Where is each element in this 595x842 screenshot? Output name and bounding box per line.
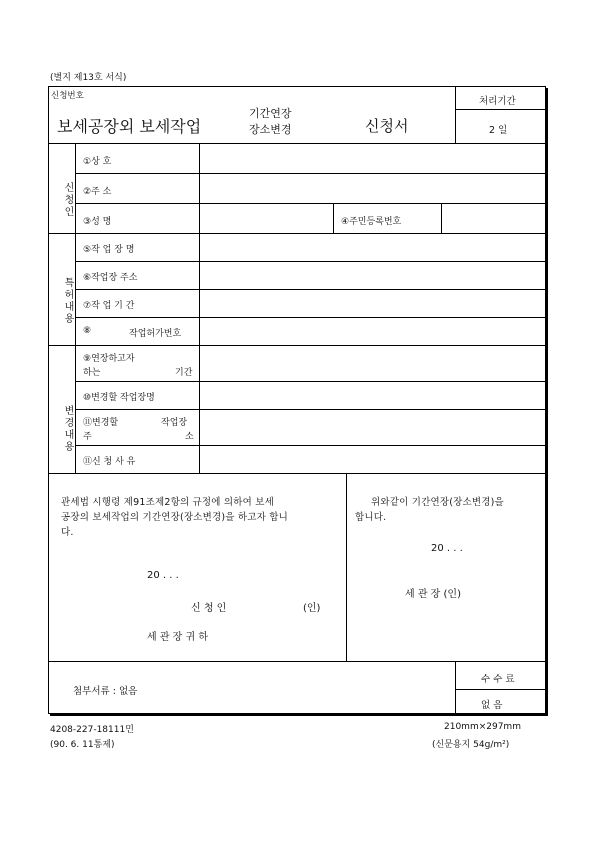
form-reference: (별지 제13호 서식) bbox=[50, 73, 127, 83]
resident-number-field[interactable] bbox=[442, 204, 547, 233]
name-field[interactable] bbox=[200, 204, 333, 233]
application-reason-label: ⑪신 청 사 유 bbox=[83, 457, 136, 467]
changed-site-name-label: ⑩변경할 작업장명 bbox=[83, 393, 155, 403]
statement-line-1: 관세법 시행령 제91조제2항의 규정에 의하여 보세 bbox=[61, 497, 274, 508]
form-title: 보세공장외 보세작업 bbox=[57, 117, 202, 136]
changed-site-name-field[interactable] bbox=[200, 382, 547, 409]
extension-period-field[interactable] bbox=[200, 346, 547, 381]
trade-name-field[interactable] bbox=[200, 144, 547, 173]
application-form bbox=[48, 86, 546, 714]
form-date-note: (90. 6. 11통제) bbox=[50, 740, 115, 750]
changed-site-address-label-2b: 소 bbox=[185, 432, 194, 442]
permit-section-label: 특허내용 bbox=[62, 277, 73, 325]
application-date: 20 . . . bbox=[147, 570, 179, 581]
extension-period-label-2a: 하는 bbox=[83, 368, 101, 378]
work-site-address-label: ⑥작업장 주소 bbox=[83, 273, 138, 283]
customs-chief-signature: 세 관 장 (인) bbox=[405, 589, 461, 600]
work-site-address-field[interactable] bbox=[200, 262, 547, 289]
name-label: ③성 명 bbox=[83, 217, 112, 227]
title-option-relocation: 장소변경 bbox=[249, 123, 292, 136]
address-label: ②주 소 bbox=[83, 187, 112, 197]
trade-name-label: ①상 호 bbox=[83, 157, 112, 167]
statement-line-3: 다. bbox=[61, 527, 74, 538]
paper-size: 210mm×297mm bbox=[444, 722, 521, 732]
permit-number-marker: ⑧ bbox=[83, 326, 92, 336]
resident-number-label: ④주민등록번호 bbox=[341, 217, 402, 227]
changed-site-address-label-1a: ⑪변경할 bbox=[83, 418, 119, 428]
applicant-signature-label: 신 청 인 bbox=[191, 603, 227, 614]
changed-site-address-label-1b: 작업장 bbox=[161, 418, 188, 428]
work-site-name-field[interactable] bbox=[200, 234, 547, 261]
address-field[interactable] bbox=[200, 174, 547, 203]
title-application: 신청서 bbox=[365, 117, 409, 135]
extension-period-label-2b: 기간 bbox=[175, 368, 193, 378]
paper-type: (신문용지 54g/m²) bbox=[432, 740, 510, 750]
attachments: 첨부서류 : 없음 bbox=[73, 686, 138, 697]
applicant-seal: (인) bbox=[303, 603, 321, 614]
change-section-label: 변경내용 bbox=[62, 405, 73, 453]
work-period-field[interactable] bbox=[200, 290, 547, 317]
changed-site-address-label-2a: 주 bbox=[83, 432, 92, 442]
approval-date: 20 . . . bbox=[431, 543, 463, 554]
title-option-extension: 기간연장 bbox=[249, 107, 292, 120]
extension-period-label: ⑨연장하고자 bbox=[83, 354, 135, 364]
approval-line-1: 위와같이 기간연장(장소변경)을 bbox=[371, 497, 504, 508]
work-site-name-label: ⑤작 업 장 명 bbox=[83, 245, 135, 255]
form-code: 4208-227-18111민 bbox=[50, 725, 134, 735]
application-reason-field[interactable] bbox=[200, 446, 547, 473]
work-period-label: ⑦작 업 기 간 bbox=[83, 301, 135, 311]
processing-period-value: 2 일 bbox=[489, 125, 508, 136]
statement-line-2: 공장의 보세작업의 기간연장(장소변경)을 하고자 합니 bbox=[61, 512, 288, 523]
permit-number-label: 작업허가번호 bbox=[129, 329, 182, 339]
changed-site-address-field[interactable] bbox=[200, 410, 547, 445]
receipt-number-label: 신청번호 bbox=[51, 91, 84, 101]
fee-label: 수 수 료 bbox=[481, 674, 515, 685]
permit-number-field[interactable] bbox=[200, 318, 547, 345]
fee-value: 없 음 bbox=[481, 700, 503, 711]
addressee: 세 관 장 귀 하 bbox=[147, 632, 209, 643]
approval-line-2: 합니다. bbox=[355, 512, 387, 523]
processing-period-label: 처리기간 bbox=[479, 96, 516, 107]
applicant-section-label: 신청인 bbox=[62, 182, 73, 218]
